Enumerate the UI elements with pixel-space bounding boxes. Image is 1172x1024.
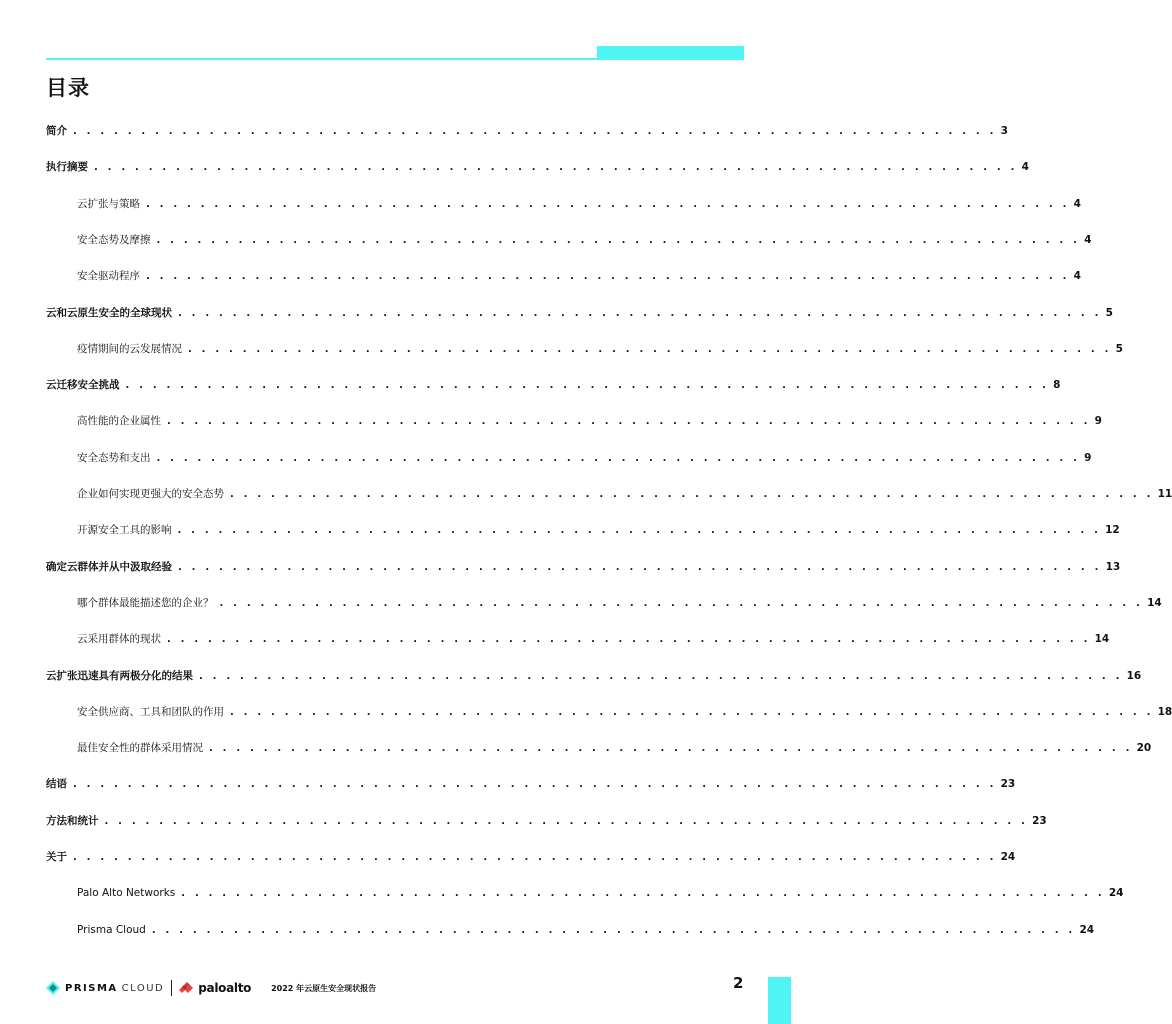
prisma-cloud-logo: [46, 981, 164, 995]
toc-dot-leader: . . . . . . . . . . . . . . . . . . . . . . . . . . . . . . . . . . . . . . . . . . . . . . . . . . . . . . . . . . . . . . . . . . . .: [73, 126, 997, 137]
toc-entry[interactable]: [46, 520, 1120, 540]
toc-dot-leader: . . . . . . . . . . . . . . . . . . . . . . . . . . . . . . . . . . . . . . . . . . . . . . . . . . . . . . . . . . . . . . . . . . . .: [178, 307, 1102, 319]
toc-entry[interactable]: [46, 157, 1029, 177]
toc-entry-label: 安全态势和支出: [77, 451, 151, 464]
toc-dot-leader: . . . . . . . . . . . . . . . . . . . . . . . . . . . . . . . . . . . . . . . . . . . . . . . . . . . . . . . . . . . . . . . . . . . .: [181, 888, 1105, 900]
toc-entry[interactable]: [46, 629, 1110, 649]
toc-entry[interactable]: [46, 266, 1081, 286]
paloalto-chevron-icon: [179, 982, 195, 994]
toc-entry-label: 哪个群体最能描述您的企业？: [77, 596, 214, 609]
toc-entry-label: Prisma Cloud: [77, 923, 146, 936]
toc-entry[interactable]: [46, 738, 1152, 758]
toc-entry-label: 云扩张与策略: [77, 197, 140, 210]
toc-entry-page: 24: [1079, 923, 1095, 936]
toc-entry-page: 14: [1147, 596, 1162, 609]
toc-entry-label: 执行摘要: [46, 161, 88, 174]
toc-entry-page: 9: [1084, 451, 1092, 464]
toc-dot-leader: . . . . . . . . . . . . . . . . . . . . . . . . . . . . . . . . . . . . . . . . . . . . . . . . . . . . . . . . . . . . . . . . . . . .: [188, 343, 1112, 355]
toc-dot-leader: . . . . . . . . . . . . . . . . . . . . . . . . . . . . . . . . . . . . . . . . . . . . . . . . . . . . . . . . . . . . . . . . . . . .: [73, 779, 997, 791]
paloalto-word: paloalto: [198, 981, 252, 995]
toc-entry[interactable]: [46, 411, 1102, 431]
toc-entry-page: 20: [1136, 742, 1152, 755]
toc-entry-page: 4: [1073, 197, 1081, 210]
toc-entry[interactable]: [46, 557, 1121, 577]
toc-dot-leader: . . . . . . . . . . . . . . . . . . . . . . . . . . . . . . . . . . . . . . . . . . . . . . . . . . . . . . . . . . . . . . . . . . . .: [167, 416, 1091, 428]
toc-entry-page: 18: [1157, 705, 1172, 718]
toc-entry-page: 9: [1094, 415, 1102, 428]
toc-entry-page: 23: [1000, 778, 1016, 791]
toc-entry[interactable]: [46, 774, 1016, 794]
toc-entry-page: 13: [1105, 560, 1121, 573]
toc-dot-leader: . . . . . . . . . . . . . . . . . . . . . . . . . . . . . . . . . . . . . . . . . . . . . . . . . . . . . . . . . . . . . . . . . . . .: [73, 852, 997, 863]
toc-dot-leader: . . . . . . . . . . . . . . . . . . . . . . . . . . . . . . . . . . . . . . . . . . . . . . . . . . . . . . . . . . . . . . . . . . . .: [209, 743, 1133, 755]
toc-dot-leader: . . . . . . . . . . . . . . . . . . . . . . . . . . . . . . . . . . . . . . . . . . . . . . . . . . . . . . . . . . . . . . . . . . . .: [167, 634, 1091, 646]
toc-entry[interactable]: [46, 883, 1124, 903]
cloud-word: CLOUD: [121, 982, 165, 994]
toc-entry-page: 3: [1000, 125, 1008, 137]
toc-entry[interactable]: [46, 194, 1081, 214]
toc-dot-leader: . . . . . . . . . . . . . . . . . . . . . . . . . . . . . . . . . . . . . . . . . . . . . . . . . . . . . . . . . . . . . . . . . . . .: [146, 271, 1070, 283]
toc-entry-label: 最佳安全性的群体采用情况: [77, 742, 203, 755]
toc-entry-page: 5: [1105, 306, 1113, 319]
toc-entry-label: 云采用群体的现状: [77, 633, 161, 646]
toc-entry[interactable]: [46, 847, 1016, 867]
toc-entry-label: 关于: [46, 851, 67, 863]
toc-dot-leader: . . . . . . . . . . . . . . . . . . . . . . . . . . . . . . . . . . . . . . . . . . . . . . . . . . . . . . . . . . . . . . . . . . . .: [156, 452, 1081, 464]
toc-entry-label: 开源安全工具的影响: [77, 524, 172, 537]
paloalto-logo: [179, 981, 251, 995]
toc-entry-label: 云扩张迅速具有两极分化的结果: [46, 669, 193, 682]
toc-entry-page: 4: [1021, 161, 1029, 174]
toc-entry-page: 11: [1157, 488, 1172, 500]
prisma-diamond-icon: [46, 981, 60, 995]
prisma-word: PRISMA: [65, 982, 118, 994]
toc-entry-label: 云迁移安全挑战: [46, 379, 120, 392]
toc-entry-label: 安全供应商、工具和团队的作用: [77, 705, 224, 718]
toc-entry[interactable]: [46, 702, 1172, 722]
logo-divider: [171, 980, 172, 996]
toc-dot-leader: . . . . . . . . . . . . . . . . . . . . . . . . . . . . . . . . . . . . . . . . . . . . . . . . . . . . . . . . . . . . . . . . . . . .: [219, 597, 1144, 609]
toc-entry-page: 23: [1032, 814, 1047, 827]
toc-entry[interactable]: [46, 230, 1092, 250]
toc-entry-label: 云和云原生安全的全球现状: [46, 306, 172, 319]
toc-entry[interactable]: [46, 666, 1142, 686]
toc-dot-leader: . . . . . . . . . . . . . . . . . . . . . . . . . . . . . . . . . . . . . . . . . . . . . . . . . . . . . . . . . . . . . . . . . . . .: [177, 525, 1102, 537]
page-corner-tab: [768, 977, 791, 1024]
toc-entry-label: 结语: [46, 778, 67, 791]
page-title: 目录: [46, 76, 90, 100]
toc-entry-page: 4: [1084, 233, 1092, 246]
toc-entry[interactable]: [46, 593, 1162, 613]
toc-entry-label: 企业如何实现更强大的安全态势: [77, 488, 224, 500]
toc-entry-page: 5: [1115, 342, 1123, 355]
toc-entry-label: 简介: [46, 125, 67, 137]
toc-entry[interactable]: [46, 448, 1092, 468]
toc-entry[interactable]: [46, 811, 1047, 831]
toc-dot-leader: . . . . . . . . . . . . . . . . . . . . . . . . . . . . . . . . . . . . . . . . . . . . . . . . . . . . . . . . . . . . . . . . . . . .: [178, 561, 1102, 573]
toc-entry[interactable]: [46, 121, 1008, 141]
toc-entry-page: 24: [1108, 887, 1124, 900]
toc-entry[interactable]: [46, 920, 1095, 940]
toc-entry-page: 24: [1000, 851, 1016, 863]
footer: [46, 978, 376, 998]
toc-entry-label: 安全驱动程序: [77, 270, 140, 283]
toc-entry-page: 14: [1094, 633, 1110, 646]
toc-entry-page: 8: [1053, 379, 1061, 392]
toc-entry-label: 确定云群体并从中汲取经验: [46, 560, 172, 573]
report-title: 2022 年云原生安全现状报告: [271, 983, 377, 993]
toc-dot-leader: . . . . . . . . . . . . . . . . . . . . . . . . . . . . . . . . . . . . . . . . . . . . . . . . . . . . . . . . . . . . . . . . . . . .: [125, 380, 1050, 392]
page-number: 2: [733, 974, 744, 992]
toc-entry-label: 疫情期间的云发展情况: [77, 342, 182, 355]
toc-dot-leader: . . . . . . . . . . . . . . . . . . . . . . . . . . . . . . . . . . . . . . . . . . . . . . . . . . . . . . . . . . . . . . . . . . . .: [230, 489, 1154, 500]
toc-entry-label: 安全态势及摩擦: [77, 233, 151, 246]
toc-entry-page: 12: [1105, 524, 1120, 537]
toc-entry[interactable]: [46, 375, 1061, 395]
toc-entry[interactable]: [46, 339, 1123, 359]
toc-entry-label: 方法和统计: [46, 814, 99, 827]
toc-dot-leader: . . . . . . . . . . . . . . . . . . . . . . . . . . . . . . . . . . . . . . . . . . . . . . . . . . . . . . . . . . . . . . . . . . . .: [94, 162, 1018, 174]
toc-dot-leader: . . . . . . . . . . . . . . . . . . . . . . . . . . . . . . . . . . . . . . . . . . . . . . . . . . . . . . . . . . . . . . . . . . . .: [199, 670, 1123, 682]
toc-dot-leader: . . . . . . . . . . . . . . . . . . . . . . . . . . . . . . . . . . . . . . . . . . . . . . . . . . . . . . . . . . . . . . . . . . . .: [156, 234, 1081, 246]
toc-entry-label: Palo Alto Networks: [77, 887, 176, 900]
toc-entry-label: 高性能的企业属性: [77, 415, 161, 428]
toc-entry[interactable]: [46, 303, 1113, 323]
toc-dot-leader: . . . . . . . . . . . . . . . . . . . . . . . . . . . . . . . . . . . . . . . . . . . . . . . . . . . . . . . . . . . . . . . . . . . .: [230, 706, 1154, 718]
toc-entry[interactable]: [46, 484, 1172, 504]
toc-dot-leader: . . . . . . . . . . . . . . . . . . . . . . . . . . . . . . . . . . . . . . . . . . . . . . . . . . . . . . . . . . . . . . . . . . . .: [151, 924, 1076, 936]
toc-entry-page: 16: [1126, 669, 1142, 682]
header-accent-rule: [46, 58, 744, 60]
toc-entry-page: 4: [1073, 270, 1081, 283]
toc-dot-leader: . . . . . . . . . . . . . . . . . . . . . . . . . . . . . . . . . . . . . . . . . . . . . . . . . . . . . . . . . . . . . . . . . . . .: [146, 198, 1070, 210]
toc-dot-leader: . . . . . . . . . . . . . . . . . . . . . . . . . . . . . . . . . . . . . . . . . . . . . . . . . . . . . . . . . . . . . . . . . . . .: [104, 815, 1029, 827]
